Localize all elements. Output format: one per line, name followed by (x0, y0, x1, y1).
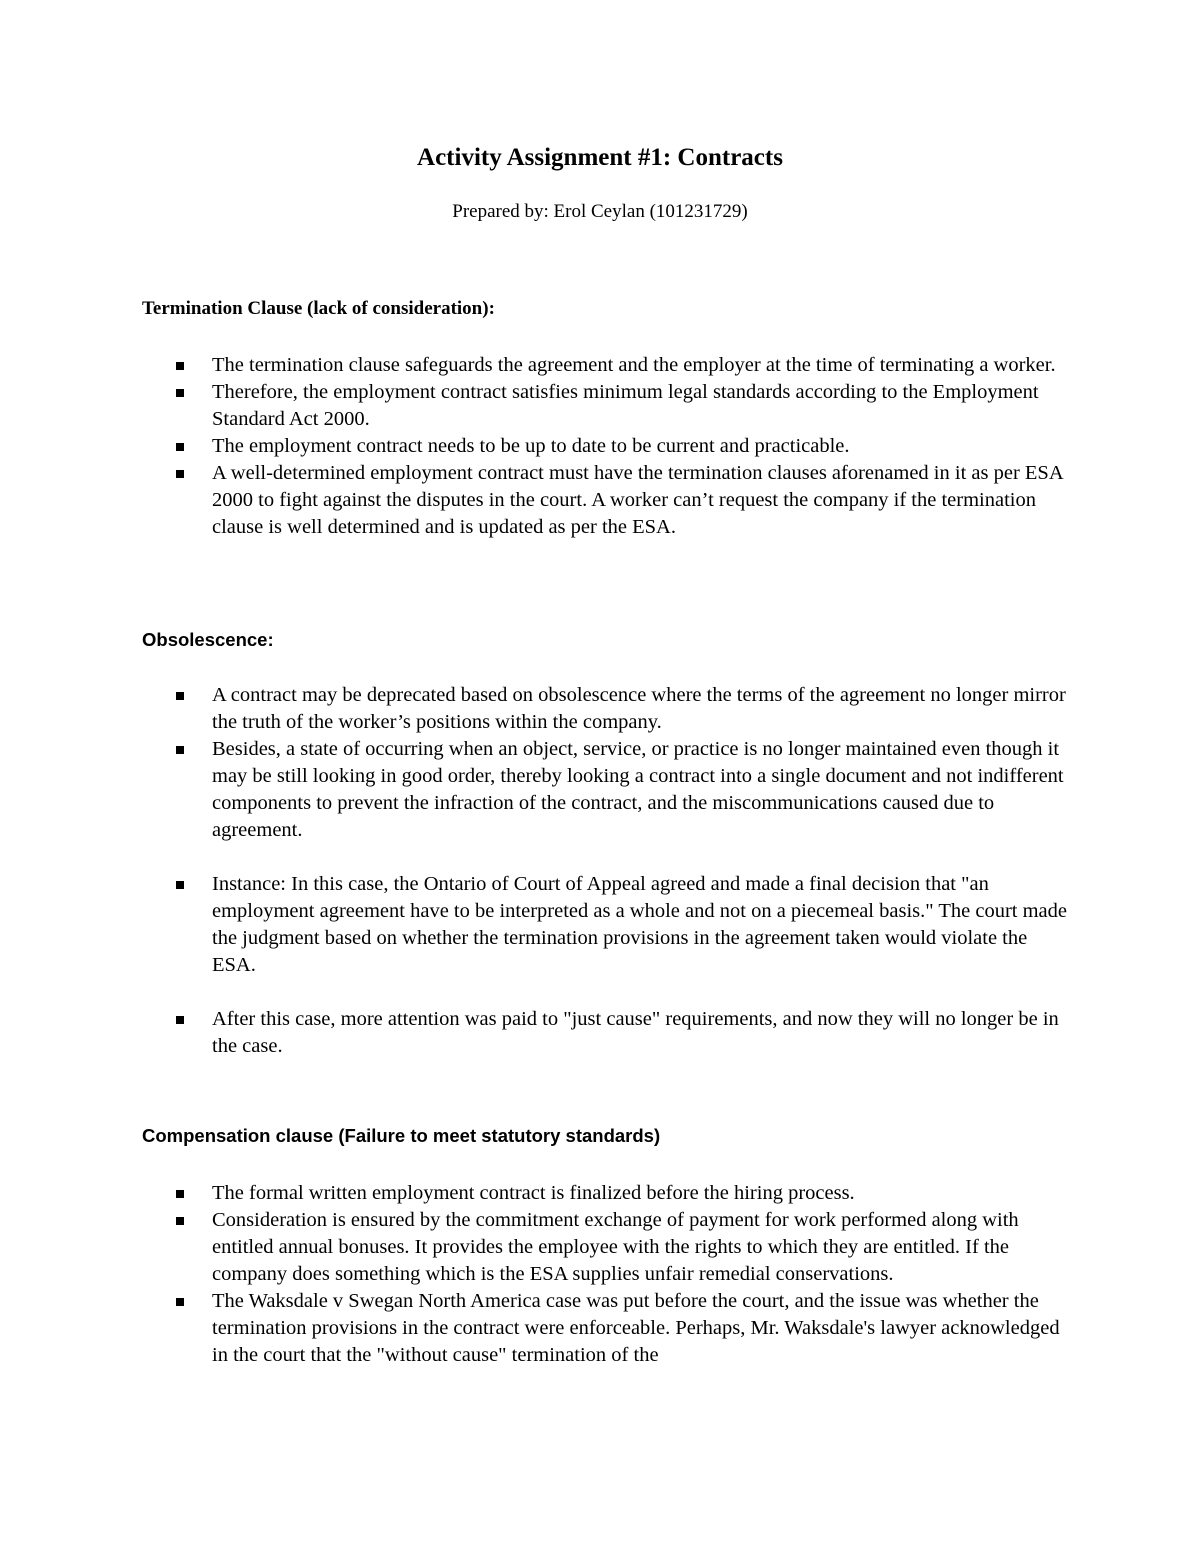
list-item (0, 871, 1200, 979)
document-title: Activity Assignment #1: Contracts (417, 144, 783, 171)
list-item-text: A well-determined employment contract must have the termination clauses aforenamed in it as per ESA 2000 to fight against the disputes in the court. A worker can’t request the company if the termination clause is well determined and is updated as per the ESA. (212, 462, 1063, 538)
square-bullet-icon (176, 470, 184, 478)
square-bullet-icon (176, 881, 184, 889)
list-item (0, 379, 1200, 433)
section-list-obsolescence (0, 682, 1200, 1060)
list-item (0, 1006, 1200, 1060)
list-item (0, 1180, 1200, 1207)
square-bullet-icon (176, 362, 184, 370)
list-item (0, 460, 1200, 541)
list-item-text: Therefore, the employment contract satisfies minimum legal standards according to the Employment Standard Act 2000. (212, 381, 1039, 430)
list-item-text: The formal written employment contract is finalized before the hiring process. (212, 1182, 855, 1204)
section-heading-termination: Termination Clause (lack of consideration): (142, 298, 495, 319)
list-item-text: The employment contract needs to be up to date to be current and practicable. (212, 435, 850, 457)
list-item-text: The Waksdale v Swegan North America case was put before the court, and the issue was whether the termination provisions in the contract were enforceable. Perhaps, Mr. Waksdale's lawyer acknowledged in the court that the "without cause" termination of the (212, 1290, 1060, 1366)
list-item (0, 736, 1200, 844)
square-bullet-icon (176, 1190, 184, 1198)
square-bullet-icon (176, 746, 184, 754)
square-bullet-icon (176, 1217, 184, 1225)
list-item (0, 352, 1200, 379)
list-item-text: Consideration is ensured by the commitment exchange of payment for work performed along with entitled annual bonuses. It provides the employee with the rights to which they are entitled. If the company does something which is the ESA supplies unfair remedial conservations. (212, 1209, 1019, 1285)
square-bullet-icon (176, 692, 184, 700)
section-list-compensation (0, 1180, 1200, 1369)
list-item-text: Instance: In this case, the Ontario of Court of Appeal agreed and made a final decision that "an employment agreement have to be interpreted as a whole and not on a piecemeal basis." The court made the judgment based on whether the termination provisions in the agreement taken would violate the ESA. (212, 873, 1068, 976)
list-item (0, 1288, 1200, 1369)
section-heading-obsolescence: Obsolescence: (142, 629, 274, 650)
section-heading-compensation: Compensation clause (Failure to meet statutory standards) (142, 1125, 661, 1146)
square-bullet-icon (176, 389, 184, 397)
square-bullet-icon (176, 1298, 184, 1306)
square-bullet-icon (176, 443, 184, 451)
list-item-text: Besides, a state of occurring when an object, service, or practice is no longer maintained even though it may be still looking in good order, thereby looking a contract into a single document and not indifferent components to prevent the infraction of the contract, and the miscommunications caused due to agreement. (212, 738, 1064, 841)
section-list-termination (0, 352, 1200, 541)
document-subtitle: Prepared by: Erol Ceylan (101231729) (452, 201, 748, 222)
list-item (0, 433, 1200, 460)
list-item-text: After this case, more attention was paid to "just cause" requirements, and now they will no longer be in the case. (212, 1008, 1059, 1057)
square-bullet-icon (176, 1016, 184, 1024)
list-item-text: The termination clause safeguards the agreement and the employer at the time of terminating a worker. (212, 354, 1056, 376)
list-item (0, 1207, 1200, 1288)
list-item-text: A contract may be deprecated based on obsolescence where the terms of the agreement no longer mirror the truth of the worker’s positions within the company. (212, 684, 1066, 733)
list-item (0, 682, 1200, 736)
